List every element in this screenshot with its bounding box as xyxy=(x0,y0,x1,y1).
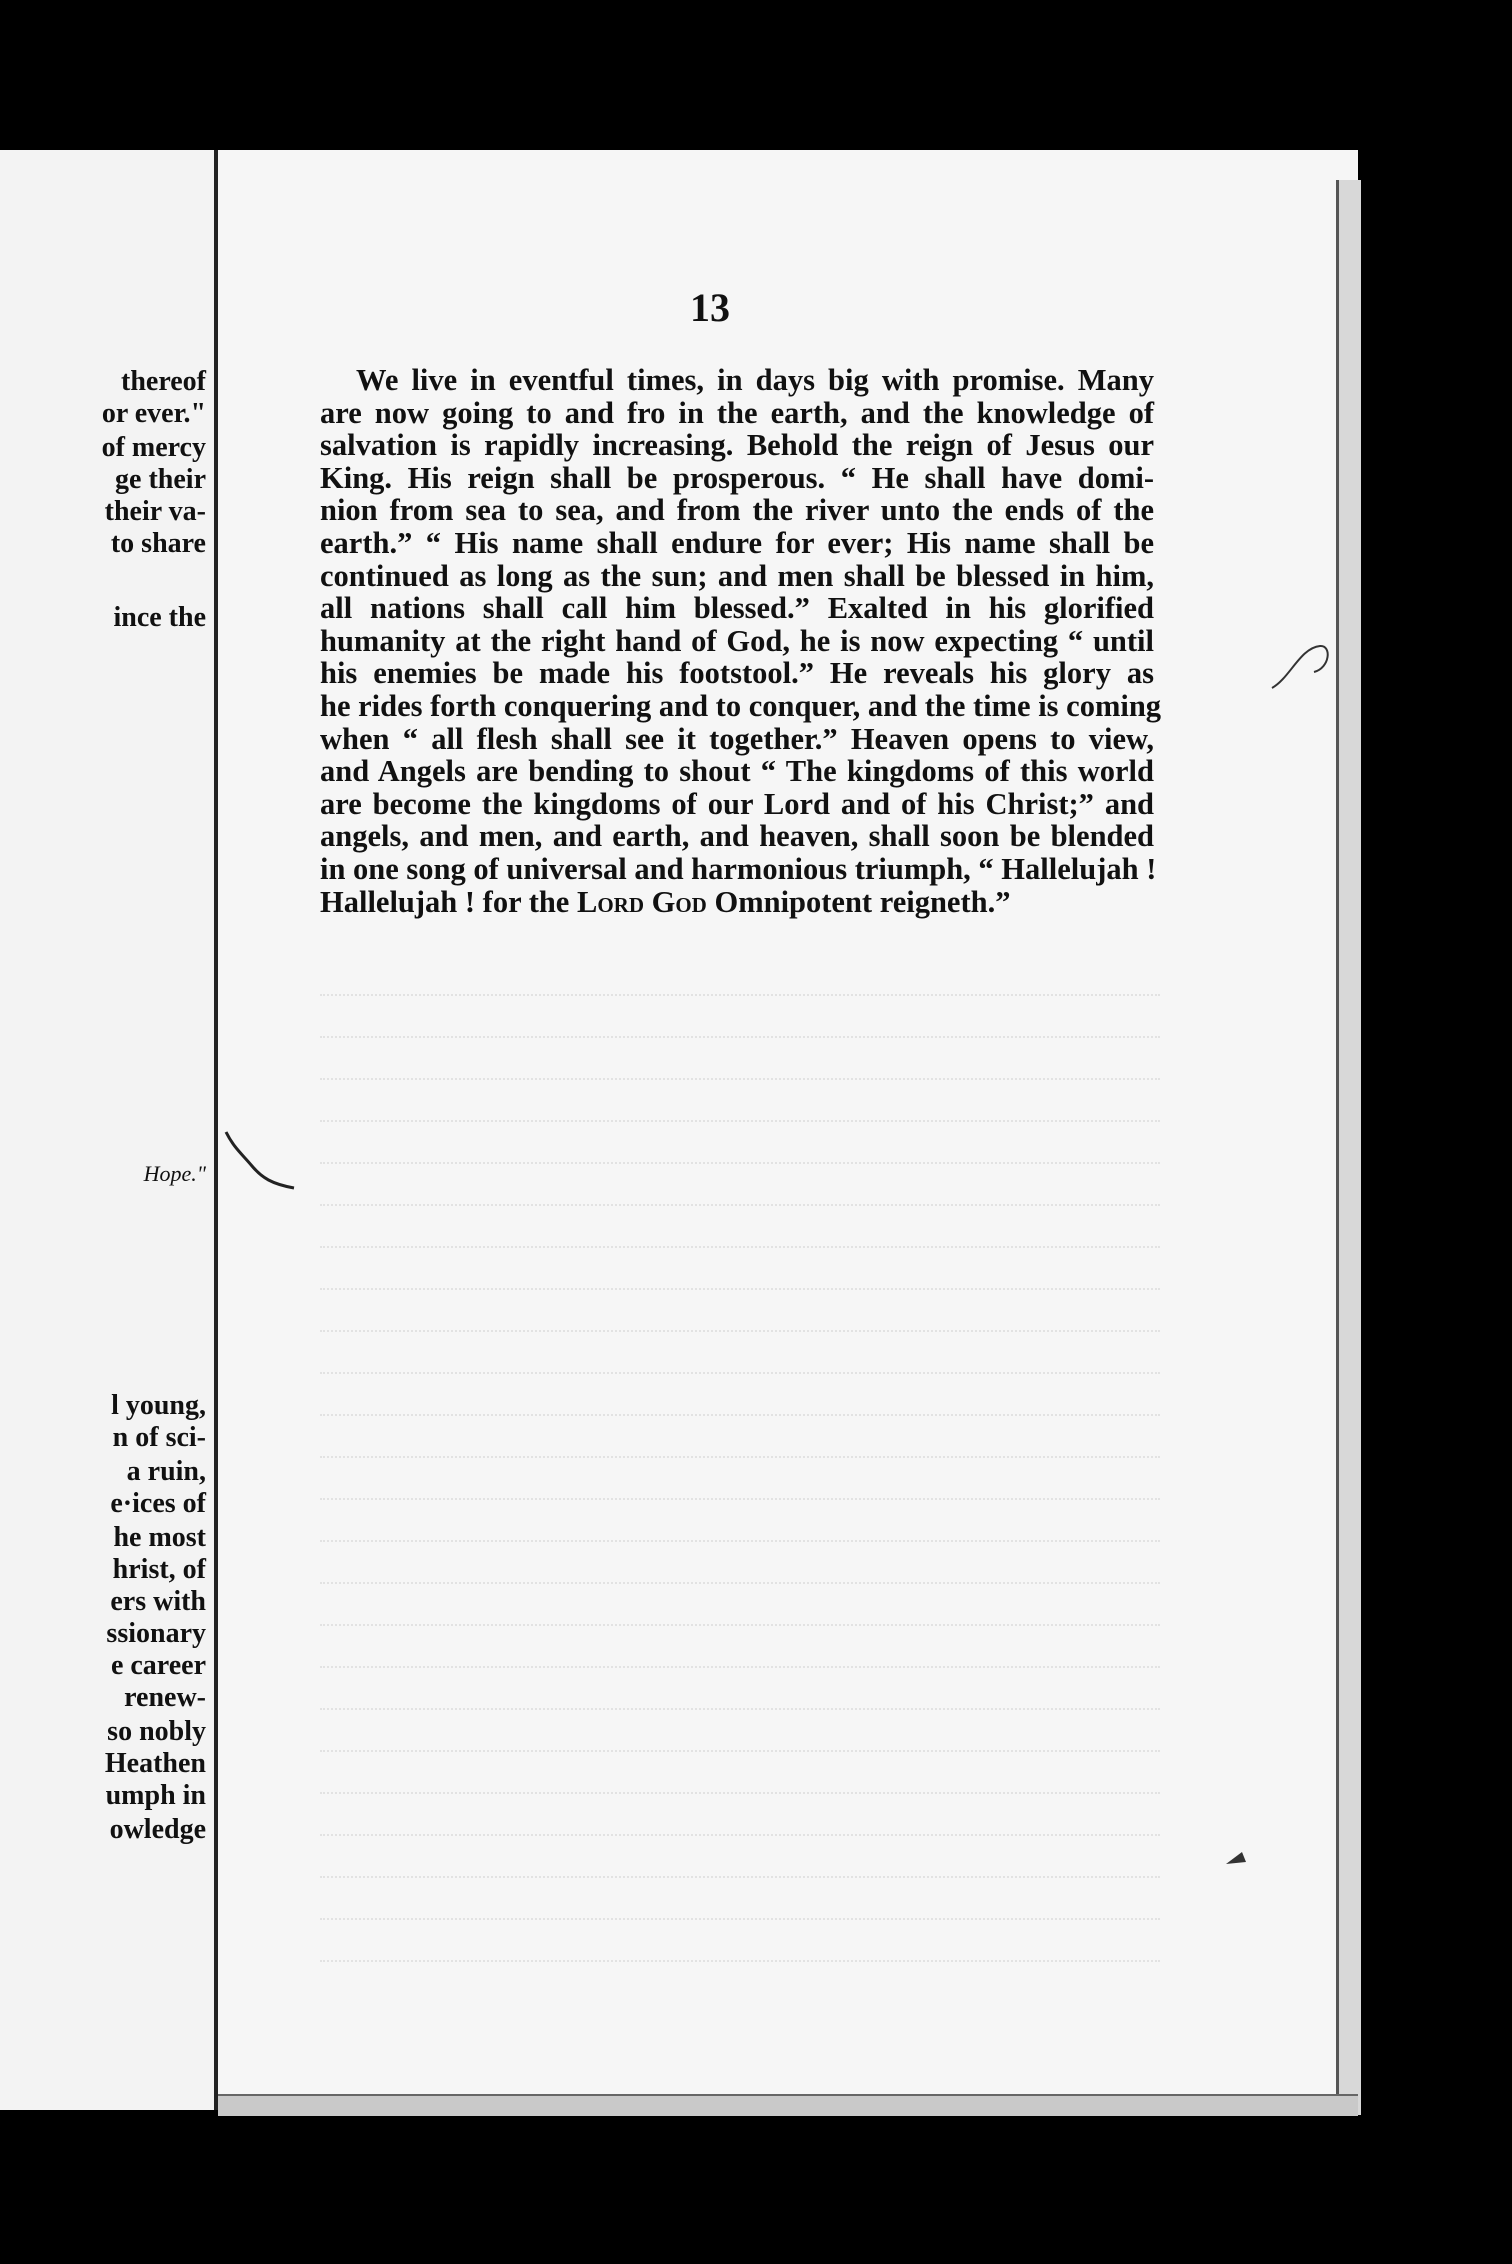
left-fragment-line: so nobly xyxy=(107,1716,206,1747)
left-fragment-line: owledge xyxy=(109,1814,206,1845)
text-line: when “ all flesh shall see it together.” Heaven opens to view, xyxy=(320,721,1154,756)
page-number: 13 xyxy=(690,285,730,330)
text-line: King. His reign shall be prosperous. “ He shall have domi- xyxy=(320,460,1154,495)
lord-small-caps: Lord xyxy=(576,884,644,919)
text-line: continued as long as the sun; and men shall be blessed in him, xyxy=(320,558,1154,593)
page-bottom-edge xyxy=(218,2094,1358,2116)
text-line: are become the kingdoms of our Lord and of his Christ;” and xyxy=(320,786,1154,821)
left-fragment-line: he most xyxy=(113,1522,206,1553)
text-line: We live in eventful times, in days big with promise. Many xyxy=(356,363,1154,397)
ink-squiggle-mark xyxy=(1270,638,1340,698)
left-fragment-line: or ever." xyxy=(101,398,206,429)
left-fragment-line: Heathen xyxy=(104,1748,206,1779)
body-paragraph xyxy=(320,363,1162,919)
left-fragment-line: ers with xyxy=(110,1586,206,1617)
left-fragment-line: thereof xyxy=(121,366,206,397)
final-line-space xyxy=(644,885,652,919)
left-fragment-line: of mercy xyxy=(101,432,206,463)
page-edge xyxy=(1336,180,1361,2115)
text-line: all nations shall call him blessed.” Exalted in his glorified xyxy=(320,591,1154,626)
text-line: salvation is rapidly increasing. Behold the reign of Jesus our xyxy=(320,428,1154,463)
text-line: in one song of universal and harmonious triumph, “ Hallelujah ! xyxy=(320,851,1157,886)
left-fragment-line: l young, xyxy=(111,1390,206,1421)
left-fragment-line: ince the xyxy=(113,602,206,633)
left-fragment-line: Hope." xyxy=(143,1161,206,1186)
text-line: his enemies be made his footstool.” He reveals his glory as xyxy=(320,656,1154,691)
left-fragment-line: a ruin, xyxy=(126,1456,206,1487)
text-line: humanity at the right hand of God, he is now expecting “ until xyxy=(320,623,1154,658)
text-line: angels, and men, and earth, and heaven, shall soon be blended xyxy=(320,819,1154,854)
left-fragment-line: e career xyxy=(110,1650,206,1681)
left-fragment-line: umph in xyxy=(105,1780,206,1811)
god-small-caps: God xyxy=(651,884,707,919)
left-fragment-line: e·ices of xyxy=(110,1488,206,1519)
final-line-start: Hallelujah ! for the xyxy=(320,884,577,919)
text-line: earth.” “ His name shall endure for ever; His name shall be xyxy=(320,525,1154,560)
text-line: he rides forth conquering and to conquer, and the time is coming xyxy=(320,688,1162,723)
text-line: nion from sea to sea, and from the river unto the ends of the xyxy=(320,493,1154,528)
left-fragment-line: to share xyxy=(110,528,206,559)
left-fragment-line: ge their xyxy=(115,464,206,495)
final-line-end: Omnipotent reigneth.” xyxy=(706,884,1011,919)
left-fragment-line: their va- xyxy=(104,496,206,527)
text-line: and Angels are bending to shout “ The kingdoms of this world xyxy=(320,754,1154,789)
ink-blot-mark xyxy=(1224,1850,1248,1874)
left-fragment-line: n of sci- xyxy=(112,1422,206,1453)
ink-scribble-mark xyxy=(222,1128,302,1198)
left-fragment-line: hrist, of xyxy=(112,1554,206,1585)
left-fragment-line: ssionary xyxy=(106,1618,206,1649)
left-fragment-line: renew- xyxy=(124,1682,206,1713)
text-line-final xyxy=(320,886,1154,919)
bleed-through-text xyxy=(320,960,1160,1968)
text-line: are now going to and fro in the earth, and the knowledge of xyxy=(320,395,1154,430)
left-page-fragment xyxy=(0,150,218,2110)
